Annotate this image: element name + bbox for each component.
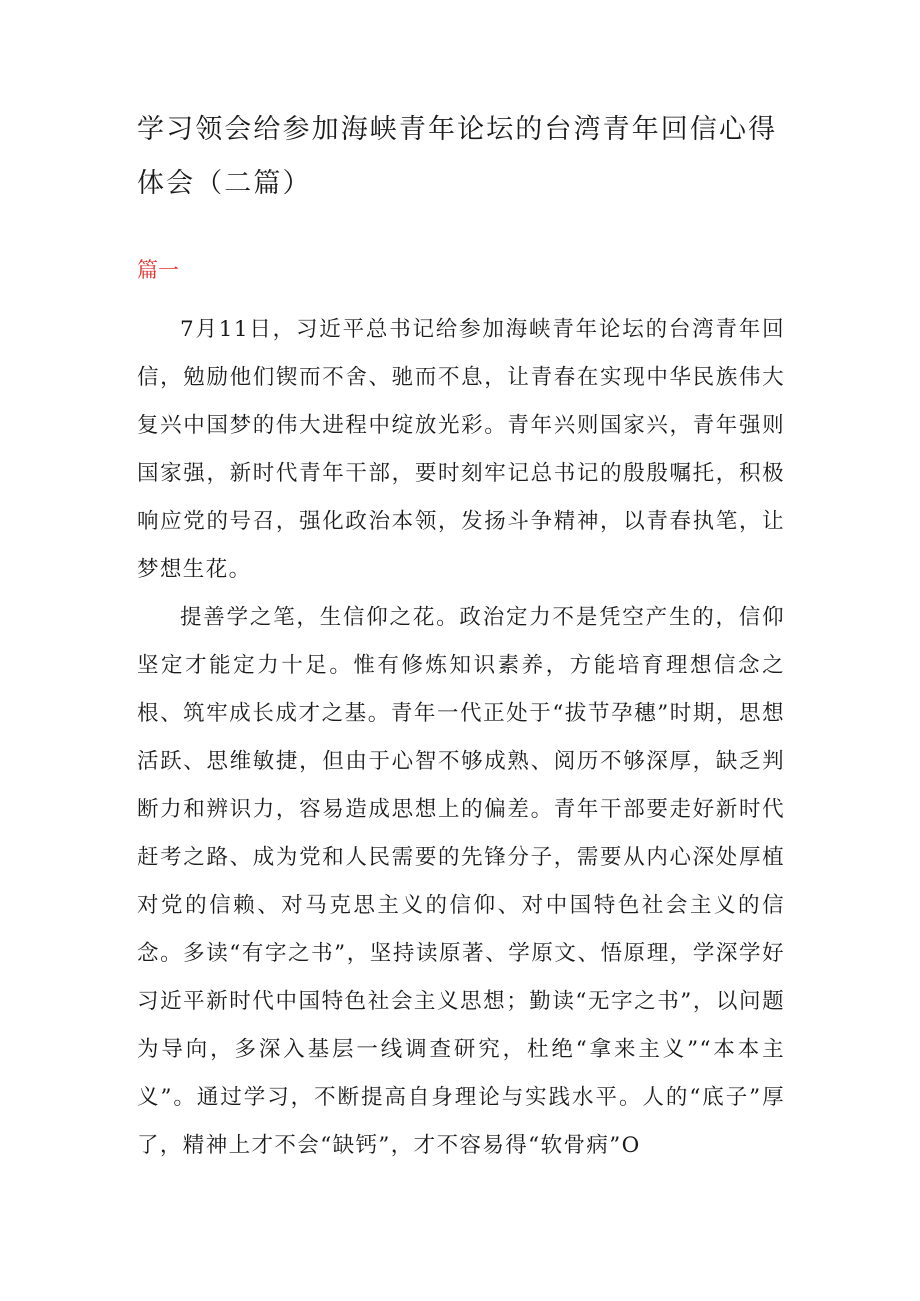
document-body xyxy=(137,306,785,1170)
document-title: 学习领会给参加海峡青年论坛的台湾青年回信心得体会（二篇） xyxy=(137,114,778,199)
paragraph-2: 提善学之笔，生信仰之花。政治定力不是凭空产生的，信仰坚定才能定力十足。惟有修炼知识素养，方能培育理想信念之根、筑牢成长成才之基。青年一代正处于“拔节孕穗”时期，思想活跃、思维敏捷，但由于心智不够成熟、阅历不够深厚，缺乏判断力和辨识力，容易造成思想上的偏差。青年干部要走好新时代赶考之路、成为党和人民需要的先锋分子，需要从内心深处厚植对党的信赖、对马克思主义的信仰、对中国特色社会主义的信念。多读“有字之书”，坚持读原著、学原文、悟原理，学深学好习近平新时代中国特色社会主义思想；勤读“无字之书”，以问题为导向，多深入基层一线调查研究，杜绝“拿来主义”“本本主义”。通过学习，不断提高自身理论与实践水平。人的“底子”厚了，精神上才不会“缺钙”，才不容易得“软骨病”O xyxy=(137,605,785,1158)
section-heading: 篇一 xyxy=(137,258,179,282)
paragraph-1: 7月11日，习近平总书记给参加海峡青年论坛的台湾青年回信，勉励他们锲而不舍、驰而不息，让青春在实现中华民族伟大复兴中国梦的伟大进程中绽放光彩。青年兴则国家兴，青年强则国家强，新时代青年干部，要时刻牢记总书记的殷殷嘱托，积极响应党的号召，强化政治本领，发扬斗争精神，以青春执笔，让梦想生花。 xyxy=(137,317,785,582)
